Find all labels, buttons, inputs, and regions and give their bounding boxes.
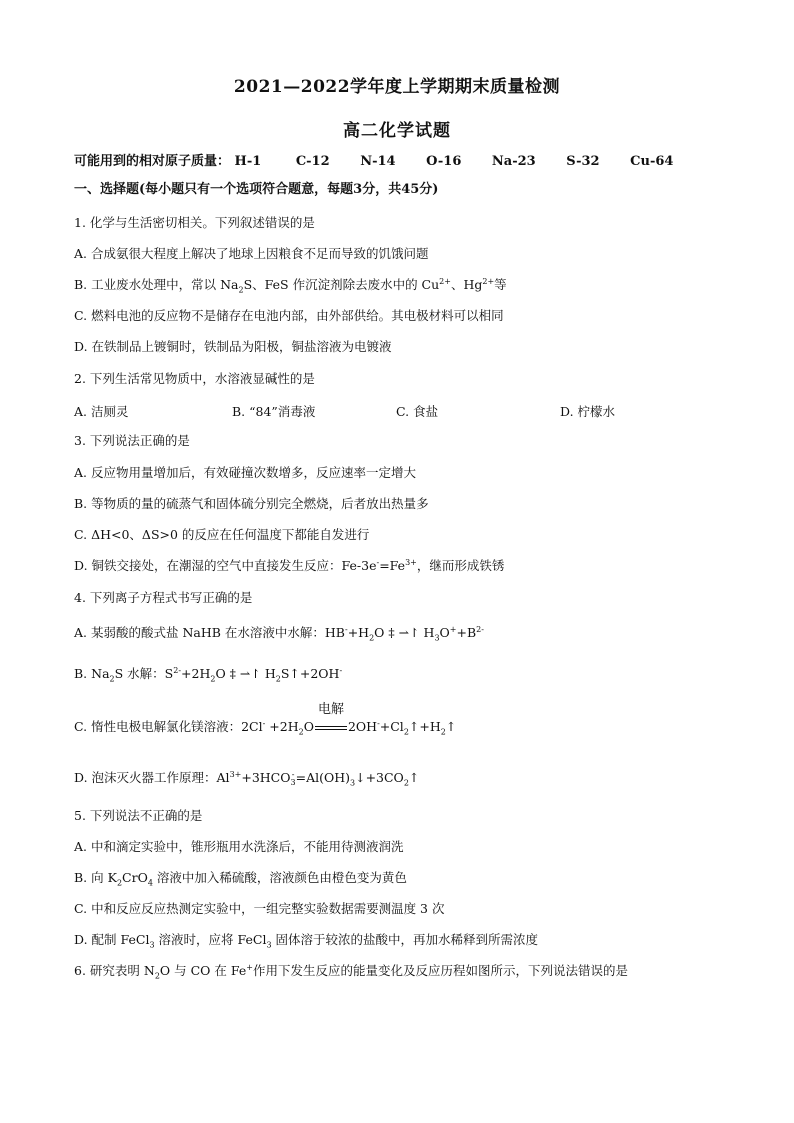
atomic-mass-cu: Cu-64 — [630, 154, 674, 169]
q4-b-text5: S↑+2OH — [280, 666, 340, 681]
q2-option-b: B. “84”消毒液 — [232, 404, 316, 419]
q6-text3: 作用下发生反应的能量变化及反应历程如图所示，下列说法错误的是 — [252, 963, 628, 978]
q5-b-text: B. 向 K — [74, 870, 117, 885]
q3-d-text2: =Fe — [379, 558, 406, 573]
atomic-mass-na: Na-23 — [491, 154, 536, 169]
q3-d-sup2: 3+ — [405, 557, 417, 567]
q4-c-text3: O — [303, 719, 314, 734]
q4-d-text4: ↓+3CO — [355, 770, 404, 785]
double-line — [315, 726, 347, 730]
q4-c-text7: ↑ — [445, 719, 457, 734]
q3-d-sup: - — [376, 557, 380, 567]
q1-b-sub: 2 — [238, 285, 244, 295]
q4-a-sup3: 2- — [476, 624, 484, 634]
q4-c-sup: - — [262, 718, 266, 728]
q1-option-c: C. 燃料电池的反应物不是储存在电池内部，由外部供给。其电极材料可以相同 — [74, 308, 504, 323]
q4-d-text5: ↑ — [408, 770, 420, 785]
atomic-mass-h: H-1 — [234, 154, 262, 169]
q4-b-sup: 2- — [173, 665, 182, 675]
q6-text2: O 与 CO 在 Fe — [159, 963, 247, 978]
q4-option-b — [74, 666, 342, 682]
q1-option-b — [74, 277, 507, 293]
q5-b-sub2: 4 — [147, 878, 153, 888]
q4-a-text: A. 某弱酸的酸式盐 NaHB 在水溶液中水解：HB — [74, 625, 345, 640]
q4-option-d — [74, 770, 419, 787]
q4-c-text4: 2OH — [347, 719, 378, 734]
q3-option-d — [74, 558, 504, 574]
q5-b-sub: 2 — [116, 878, 123, 888]
q4-b-sub: 2 — [109, 674, 115, 684]
q3-option-b: B. 等物质的量的硫蒸气和固体硫分别完全燃烧，后者放出热量多 — [74, 496, 429, 511]
q4-a-text5: +B — [456, 625, 477, 640]
q4-b-text4: O ‡ ⇀↾ H — [215, 666, 276, 681]
q1-b-sup2: 2+ — [482, 276, 495, 286]
atomic-mass-s: S-32 — [566, 154, 600, 169]
atomic-mass-n: N-14 — [360, 154, 396, 169]
q6-sup: + — [246, 962, 253, 972]
hco3-charge-bottom: 3 — [290, 777, 296, 787]
q4-c-text6: ↑+H — [408, 719, 441, 734]
q4-b-sup2: - — [339, 665, 343, 675]
q4-b-text3: +2H — [181, 666, 211, 681]
q2-option-d: D. 柠檬水 — [560, 404, 616, 419]
q5-d-sub: 3 — [149, 940, 155, 950]
q5-b-text3: 溶液中加入稀硫酸，溶液颜色由橙色变为黄色 — [152, 870, 407, 885]
q4-b-text: B. Na — [74, 666, 110, 681]
q1-b-sup: 2+ — [439, 276, 451, 286]
electrolysis-condition — [314, 702, 348, 735]
q4-a-text4: O — [439, 625, 450, 640]
hco3-charge-top: - — [291, 769, 295, 779]
q3-option-c: C. ΔH<0、ΔS>0 的反应在任何温度下都能自发进行 — [74, 527, 370, 542]
q4-d-text3: =Al(OH) — [295, 770, 350, 785]
q4-b-text2: S 水解：S — [114, 666, 174, 681]
q4-b-sub2: 2 — [210, 674, 216, 684]
q4-a-sup2: + — [449, 624, 457, 634]
q5-d-text: D. 配制 FeCl — [74, 932, 150, 947]
q2-stem: 2. 下列生活常见物质中，水溶液显碱性的是 — [74, 371, 315, 386]
q4-c-sub2: 2 — [403, 727, 409, 737]
section-title: 一、选择题(每小题只有一个选项符合题意，每题3分，共45分) — [74, 182, 439, 197]
electrolysis-label: 电解 — [317, 702, 344, 717]
q5-d-text3: 固体溶于较浓的盐酸中，再加水稀释到所需浓度 — [271, 932, 539, 947]
q4-a-sub2: 3 — [434, 633, 440, 643]
atomic-masses — [74, 150, 673, 169]
q1-b-text: B. 工业废水处理中，常以 Na — [74, 277, 239, 292]
atomic-mass-o: O-16 — [426, 154, 462, 169]
atomic-mass-c: C-12 — [295, 154, 330, 169]
q1-option-a: A. 合成氨很大程度上解决了地球上因粮食不足而导致的饥饿问题 — [74, 246, 429, 261]
q6-sub: 2 — [154, 971, 160, 981]
q3-stem: 3. 下列说法正确的是 — [74, 433, 190, 448]
q2-option-c: C. 食盐 — [396, 404, 439, 419]
q1-stem: 1. 化学与生活密切相关。下列叙述错误的是 — [74, 215, 315, 230]
q4-c-sub3: 2 — [440, 727, 446, 737]
q4-d-sub2: 2 — [403, 778, 409, 788]
q4-d-sub: 3 — [350, 778, 356, 788]
q5-stem: 5. 下列说法不正确的是 — [74, 808, 203, 823]
q4-d-sup: 3+ — [229, 769, 242, 779]
q2-option-a: A. 洁厕灵 — [74, 404, 129, 419]
q3-d-text3: ，继而形成铁锈 — [416, 558, 505, 573]
q4-d-text: D. 泡沫灭火器工作原理：Al — [74, 770, 230, 785]
q4-a-text2: +H — [347, 625, 370, 640]
q5-b-text2: CrO — [122, 870, 148, 885]
q1-b-text2: S、FeS 作沉淀剂除去废水中的 Cu — [243, 277, 440, 292]
q4-c-sub: 2 — [298, 727, 304, 737]
q1-b-text3: 、Hg — [450, 277, 483, 292]
q4-d-text2: +3HCO — [241, 770, 291, 785]
q1-option-d: D. 在铁制品上镀铜时，铁制品为阳极，铜盐溶液为电镀液 — [74, 339, 392, 354]
q4-a-sup: - — [345, 624, 348, 634]
atomic-masses-label: 可能用到的相对原子质量： — [74, 154, 231, 169]
q5-d-text2: 溶液时，应将 FeCl — [154, 932, 267, 947]
q5-d-sub2: 3 — [266, 940, 272, 950]
q3-d-text: D. 铜铁交接处，在潮湿的空气中直接发生反应：Fe-3e — [74, 558, 377, 573]
q4-c-text5: +Cl — [379, 719, 404, 734]
q4-c-sup2: - — [377, 718, 380, 728]
q2-options — [74, 402, 714, 418]
exam-subtitle: 高二化学试题 — [343, 121, 451, 141]
q4-stem: 4. 下列离子方程式书写正确的是 — [74, 590, 253, 605]
q4-b-sub3: 2 — [275, 674, 281, 684]
q5-option-b — [74, 870, 407, 886]
q4-option-c — [74, 702, 457, 737]
q6-text: 6. 研究表明 N — [74, 963, 155, 978]
q4-a-text3: O ‡ ⇀↾ H — [374, 625, 435, 640]
q6-stem — [74, 963, 628, 979]
q5-option-d — [74, 932, 538, 948]
q4-option-a — [74, 625, 484, 641]
exam-title: 2021—2022学年度上学期期末质量检测 — [233, 77, 561, 97]
q1-b-text4: 等 — [494, 277, 507, 292]
q3-option-a: A. 反应物用量增加后，有效碰撞次数增多，反应速率一定增大 — [74, 465, 416, 480]
q4-a-sub: 2 — [369, 633, 375, 643]
q5-option-a: A. 中和滴定实验中，锥形瓶用水洗涤后，不能用待测液润洗 — [74, 839, 404, 854]
q4-c-text2: +2H — [265, 719, 299, 734]
q5-option-c: C. 中和反应反应热测定实验中，一组完整实验数据需要测温度 3 次 — [74, 901, 445, 916]
q4-c-text: C. 惰性电极电解氯化镁溶液：2Cl — [74, 719, 263, 734]
